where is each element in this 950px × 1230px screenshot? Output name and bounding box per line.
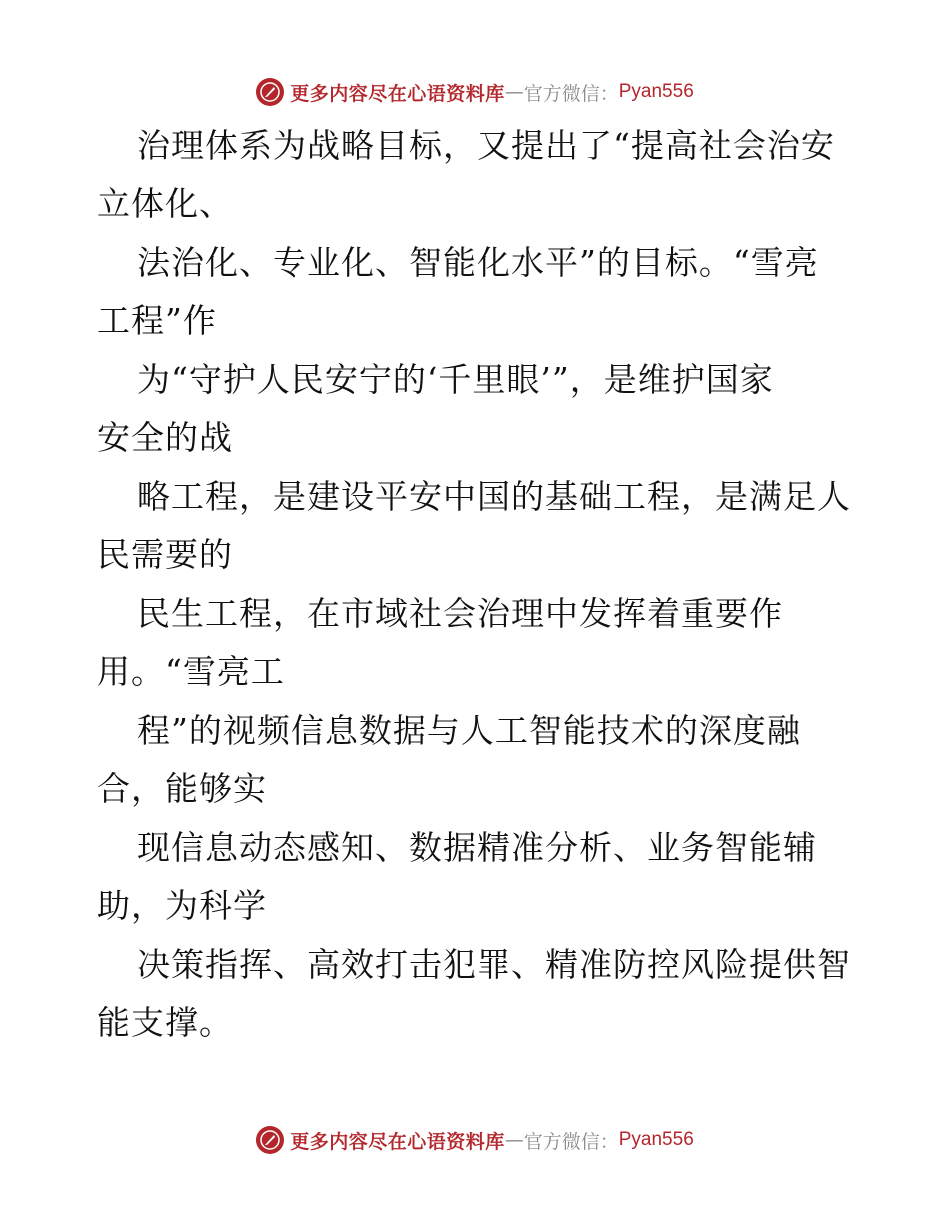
banner-wechat-label: 官方微信：	[523, 82, 619, 105]
banner-wechat-id: Pyan556	[618, 81, 694, 102]
quill-logo-icon	[256, 78, 284, 106]
body-line: 现信息动态感知、数据精准分析、业务智能辅	[137, 828, 817, 867]
banner-separator: —	[504, 1129, 524, 1151]
body-line: 民生工程，在市域社会治理中发挥着重要作	[137, 594, 783, 633]
quill-logo-icon	[256, 1126, 284, 1154]
body-line: 治理体系为战略目标，又提出了“提高社会治安	[137, 126, 835, 165]
body-line: 程”的视频信息数据与人工智能技术的深度融	[137, 711, 801, 750]
banner-wechat-label: 官方微信：	[523, 1130, 619, 1153]
body-line: 能支撑。	[97, 1003, 233, 1042]
body-line: 民需要的	[97, 535, 233, 574]
body-line: 用。“雪亮工	[97, 652, 285, 691]
body-line: 法治化、专业化、智能化水平”的目标。“雪亮	[137, 243, 819, 282]
body-line: 工程”作	[97, 301, 217, 340]
banner-title: 更多内容尽在心语资料库	[290, 1130, 505, 1153]
body-line: 为“守护人民安宁的‘千里眼’”，是维护国家	[137, 360, 774, 399]
body-line: 助，为科学	[97, 886, 267, 925]
banner-wechat-id: Pyan556	[618, 1129, 694, 1150]
footer-banner	[0, 1120, 950, 1160]
body-line: 合，能够实	[97, 769, 267, 808]
banner-title: 更多内容尽在心语资料库	[290, 82, 505, 105]
banner-separator: —	[504, 81, 524, 103]
body-line: 略工程，是建设平安中国的基础工程，是满足人	[137, 477, 851, 516]
header-banner	[0, 72, 950, 112]
body-line: 决策指挥、高效打击犯罪、精准防控风险提供智	[137, 945, 851, 984]
body-line: 立体化、	[97, 184, 233, 223]
body-line: 安全的战	[97, 418, 233, 457]
